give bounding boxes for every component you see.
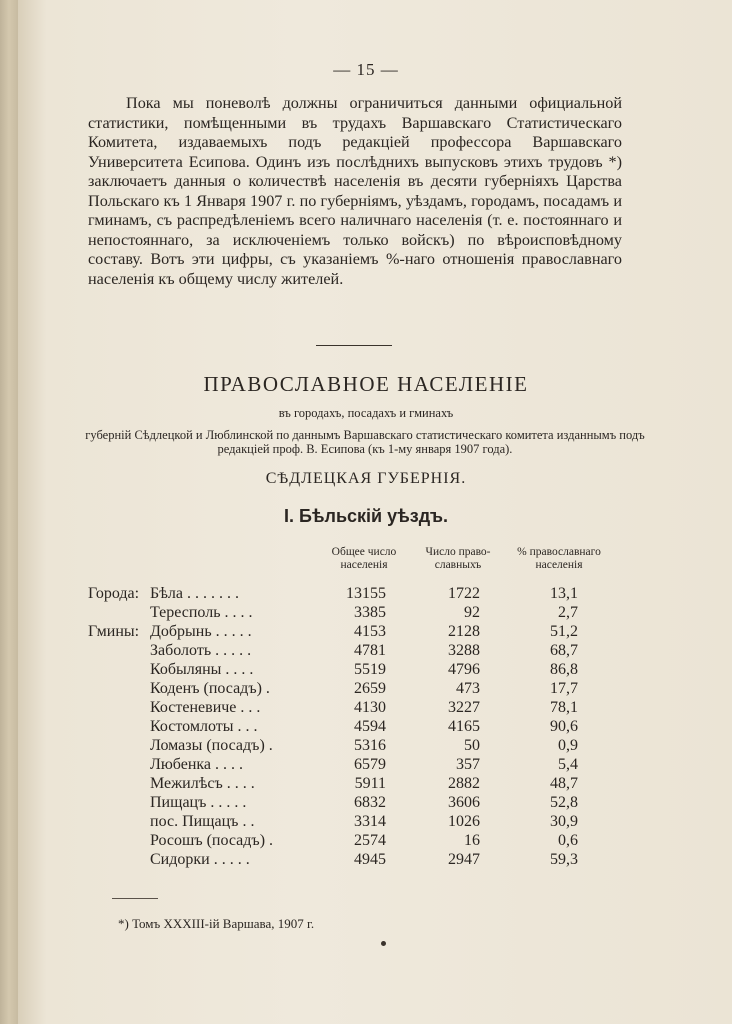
row-orthodox: 1722 [448, 585, 480, 602]
table-row [88, 603, 628, 622]
row-orthodox: 3606 [448, 794, 480, 811]
row-orthodox: 2882 [448, 775, 480, 792]
row-percent: 68,7 [550, 642, 578, 659]
row-name: Коденъ (посадъ) . [150, 680, 270, 697]
row-name: Пищацъ . . . . . [150, 794, 247, 811]
row-name: Сидорки . . . . . [150, 851, 250, 868]
row-name: Ломазы (посадъ) . [150, 737, 273, 754]
row-total: 6579 [354, 756, 386, 773]
section-divider [316, 345, 392, 346]
row-total: 4594 [354, 718, 386, 735]
subtitle-2: губерній Сѣдлецкой и Люблинской по даннымъ Варшавскаго статистическаго комитета изданнымъ подъ редакціей проф. В. Есипова (къ 1-му января 1907 года). [85, 428, 645, 456]
row-percent: 2,7 [558, 604, 578, 621]
table-row [88, 812, 628, 831]
footnote: *) Томъ XXXIII-ій Варшава, 1907 г. [118, 916, 315, 931]
row-orthodox: 3288 [448, 642, 480, 659]
uezd-title: I. Бѣльскій уѣздъ. [283, 506, 449, 526]
row-orthodox: 3227 [448, 699, 480, 716]
ink-dot [381, 941, 386, 946]
row-percent: 48,7 [550, 775, 578, 792]
row-orthodox: 50 [464, 737, 480, 754]
row-orthodox: 2128 [448, 623, 480, 640]
row-orthodox: 2947 [448, 851, 480, 868]
row-orthodox: 4796 [448, 661, 480, 678]
table-row [88, 793, 628, 812]
row-orthodox: 16 [464, 832, 480, 849]
table-row [88, 755, 628, 774]
row-name: Кобыляны . . . . [150, 661, 254, 678]
row-total: 4945 [354, 851, 386, 868]
row-total: 5519 [354, 661, 386, 678]
row-name: Бѣла . . . . . . . [150, 585, 239, 602]
table-row [88, 584, 628, 603]
page-number: — 15 — [333, 60, 399, 79]
row-orthodox: 4165 [448, 718, 480, 735]
row-total: 4130 [354, 699, 386, 716]
row-percent: 51,2 [550, 623, 578, 640]
row-total: 3314 [354, 813, 386, 830]
row-percent: 13,1 [550, 585, 578, 602]
row-total: 3385 [354, 604, 386, 621]
row-total: 4781 [354, 642, 386, 659]
row-percent: 30,9 [550, 813, 578, 830]
row-name: Межилѣсъ . . . . [150, 775, 255, 792]
table-row [88, 679, 628, 698]
row-orthodox: 357 [456, 756, 480, 773]
row-percent: 5,4 [558, 756, 578, 773]
footnote-divider [112, 898, 158, 899]
population-table [88, 584, 628, 869]
row-percent: 0,9 [558, 737, 578, 754]
table-row [88, 774, 628, 793]
row-percent: 17,7 [550, 680, 578, 697]
row-name: Костеневиче . . . [150, 699, 261, 716]
row-percent: 52,8 [550, 794, 578, 811]
table-row [88, 641, 628, 660]
row-total: 2659 [354, 680, 386, 697]
row-group: Города: [88, 585, 140, 602]
table-row [88, 850, 628, 869]
row-percent: 86,8 [550, 661, 578, 678]
row-orthodox: 1026 [448, 813, 480, 830]
row-percent: 90,6 [550, 718, 578, 735]
row-name: Любенка . . . . [150, 756, 244, 773]
main-title: ПРАВОСЛАВНОЕ НАСЕЛЕНІЕ [203, 372, 529, 396]
row-total: 5316 [354, 737, 386, 754]
table-row [88, 831, 628, 850]
row-total: 13155 [346, 585, 386, 602]
subtitle-1: въ городахъ, посадахъ и гминахъ [278, 406, 454, 420]
row-total: 5911 [354, 775, 386, 792]
row-group: Гмины: [88, 623, 140, 640]
intro-paragraph [88, 94, 622, 289]
table-row [88, 736, 628, 755]
row-percent: 0,6 [558, 832, 578, 849]
table-row [88, 660, 628, 679]
row-name: Добрынь . . . . . [150, 623, 252, 640]
table-row [88, 698, 628, 717]
column-header-total: Общее число населенія [331, 546, 397, 571]
row-name: Заболоть . . . . . [150, 642, 252, 659]
row-name: Костомлоты . . . [150, 718, 258, 735]
column-header-orthodox: Число право- славныхъ [425, 546, 491, 571]
row-total: 6832 [354, 794, 386, 811]
row-percent: 78,1 [550, 699, 578, 716]
row-total: 2574 [354, 832, 386, 849]
row-percent: 59,3 [550, 851, 578, 868]
row-orthodox: 92 [464, 604, 480, 621]
table-row [88, 717, 628, 736]
row-name: пос. Пищацъ . . [150, 813, 255, 830]
row-total: 4153 [354, 623, 386, 640]
gubernia-title: СѢДЛЕЦКАЯ ГУБЕРНІЯ. [265, 470, 467, 487]
row-name: Росошъ (посадъ) . [150, 832, 274, 849]
intro-text: Пока мы поневолѣ должны ограничиться данными официальной статистики, помѣщенными въ трудахъ Варшавскаго Статистическаго Комитета, издаваемыхъ подъ редакціей профессора Варшавскаго Университета Есипова. Одинъ изъ послѣднихъ выпусковъ этихъ трудовъ *) заключаетъ данныя о количествѣ населенія въ десяти губерніяхъ Царства Польскаго къ 1 Января 1907 г. по губерніямъ, уѣздамъ, городамъ, посадамъ и гминамъ, съ распредѣленіемъ всего наличнаго населенія (т. е. постояннаго и непостояннаго, за исключеніемъ только войскъ) по вѣроисповѣдному составу. Вотъ эти цифры, съ указаніемъ %-наго отношенія православнаго населенія къ общему числу жителей. [88, 94, 622, 288]
column-header-percent: % православнаго населенія [517, 546, 601, 571]
table-row [88, 622, 628, 641]
row-name: Тересполь . . . . [150, 604, 253, 621]
row-orthodox: 473 [456, 680, 480, 697]
